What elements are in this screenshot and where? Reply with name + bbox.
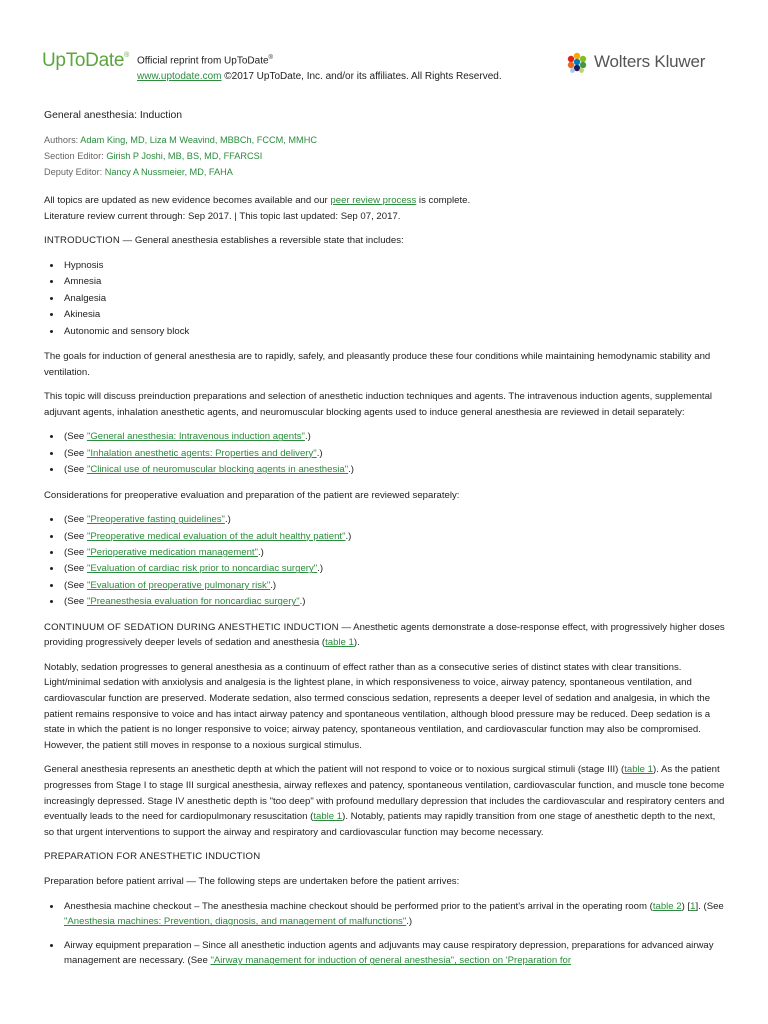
introduction-heading: INTRODUCTION: [44, 235, 120, 247]
literature-review-line: Literature review current through: Sep 2017. | This topic last updated: Sep 07, 2017.: [44, 210, 401, 222]
reprint-header: [0, 0, 768, 100]
topic-link[interactable]: "Inhalation anesthetic agents: Properties and delivery": [86, 447, 317, 459]
topic-link[interactable]: "Airway management for induction of general anesthesia", section on 'Preparation for: [210, 955, 572, 967]
list-item: • (See "Evaluation of preoperative pulmonary risk".): [62, 578, 726, 594]
wolters-kluwer-logo: [564, 49, 705, 75]
peer-review-link[interactable]: peer review process: [330, 195, 417, 207]
deputy-editor-line: Deputy Editor: Nancy A Nussmeier, MD, FAHA: [44, 167, 233, 177]
uptodate-site-link[interactable]: www.uptodate.com: [137, 71, 222, 83]
preparation-steps-list: [44, 899, 726, 969]
anesthetic-depth-paragraph: General anesthesia represents an anesthetic depth at which the patient will not respond to voice or to noxious surgical stimuli (stage III) (table 1). As the patient progresses from Stage I to stage III surgical anesthesia, airway reflexes and patency, spontaneous ventilation, cardiovascular function, and muscle tone become increasingly depressed. Stage IV anesthetic depth is "too deep" with profound medullary depression that includes the cardiovascular and respiratory centers and eventually leads to the need for cardiopulmonary resuscitation (table 1). Notably, patients may rapidly transition from one stage of anesthetic depth to the next, so that urgent interventions to support the airway and respiratory and cardiovascular function may become necessary.: [44, 764, 725, 838]
deputy-editor-name[interactable]: Nancy A Nussmeier, MD, FAHA: [104, 167, 233, 177]
list-item: • Anesthesia machine checkout – The anesthesia machine checkout should be performed prior to the patient's arrival in the operating room (table 2) [1]. (See "Anesthesia machines: Prevention, diagnosis, and management of malfunctions".): [62, 899, 726, 930]
scope-paragraph: This topic will discuss preinduction preparations and selection of anesthetic induction techniques and agents. The intravenous induction agents, supplemental adjuvant agents, inhalation anesthetic agents, and neuromuscular blocking agents used to induce general anesthesia are reviewed in detail separately:: [44, 391, 713, 418]
intro-list: [44, 258, 726, 340]
topic-link[interactable]: "Perioperative medication management": [86, 547, 258, 559]
copyright-text: ©2017 UpToDate, Inc. and/or its affiliates. All Rights Reserved.: [221, 71, 502, 83]
preop-paragraph: Considerations for preoperative evaluation and preparation of the patient are reviewed separately:: [44, 489, 460, 501]
sedation-continuum-paragraph: Notably, sedation progresses to general anesthesia as a continuum of effect rather than as a consecutive series of distinct states with clear transitions. Light/minimal sedation with anxiolysis and analgesia is the lightest plane, in which responsiveness to voice, airway patency, spontaneous ventilation, and cardiovascular function are preserved. Moderate sedation, also termed conscious sedation, represents a deeper level of sedation and analgesia, in which the patient remains responsive to voice and has intact airway patency and spontaneous ventilation, although blood pressure may be reduced. Deep sedation is a state in which the patient is no longer responsive to voice; airway patency, spontaneous ventilation, and cardiovascular function may also be compromised. However, the patient still moves in response to a noxious surgical stimulus.: [44, 661, 711, 751]
topic-link[interactable]: "Preoperative fasting guidelines": [86, 514, 225, 526]
topic-link[interactable]: "Evaluation of preoperative pulmonary risk": [86, 579, 271, 591]
wolters-kluwer-globe-icon: [564, 49, 590, 75]
list-item: • (See "Clinical use of neuromuscular blocking agents in anesthesia".): [62, 462, 726, 478]
list-item: • (See "General anesthesia: Intravenous induction agents".): [62, 429, 726, 445]
topic-link[interactable]: "Evaluation of cardiac risk prior to noncardiac surgery": [86, 563, 318, 575]
list-item: • Amnesia: [62, 274, 726, 290]
goals-paragraph: The goals for induction of general anesthesia are to rapidly, safely, and pleasantly produce these four conditions while maintaining hemodynamic stability and ventilation.: [44, 351, 711, 378]
introduction-paragraph: INTRODUCTION — General anesthesia establishes a reversible state that includes:: [44, 235, 404, 247]
list-item: • (See "Preoperative medical evaluation of the adult healthy patient".): [62, 529, 726, 545]
reprint-notice: Official reprint from UpToDate® www.uptodate.com ©2017 UpToDate, Inc. and/or its affiliates. All Rights Reserved.: [137, 55, 502, 83]
section-editor-line: Section Editor: Girish P Joshi, MB, BS, MD, FFARCSI: [44, 150, 263, 161]
list-item: • (See "Preanesthesia evaluation for noncardiac surgery".): [62, 594, 726, 610]
list-item: • (See "Perioperative medication management".): [62, 545, 726, 561]
authors-line: Authors: Adam King, MD, Liza M Weavind, MBBCh, FCCM, MMHC: [44, 134, 317, 145]
table-1-link[interactable]: table 1: [325, 637, 354, 649]
authors-names[interactable]: Adam King, MD, Liza M Weavind, MBBCh, FCCM, MMHC: [80, 134, 317, 145]
topic-link[interactable]: "Preoperative medical evaluation of the adult healthy patient": [86, 530, 346, 542]
table-1-link[interactable]: table 1: [624, 764, 654, 776]
article-body: [44, 108, 726, 978]
uptodate-logo: UpToDate®: [42, 50, 129, 71]
list-item: • (See "Inhalation anesthetic agents: Properties and delivery".): [62, 446, 726, 462]
topic-link[interactable]: "Anesthesia machines: Prevention, diagnosis, and management of malfunctions": [64, 916, 407, 928]
continuum-paragraph: CONTINUUM OF SEDATION DURING ANESTHETIC INDUCTION — Anesthetic agents demonstrate a dose-response effect, with progressively higher doses providing progressively deeper levels of sedation and anesthesia (table 1).: [44, 621, 725, 649]
continuum-heading: CONTINUUM OF SEDATION DURING ANESTHETIC INDUCTION: [44, 621, 339, 633]
list-item: • (See "Evaluation of cardiac risk prior to noncardiac surgery".): [62, 561, 726, 577]
preparation-heading: PREPARATION FOR ANESTHETIC INDUCTION: [44, 851, 261, 863]
table-2-link[interactable]: table 2: [652, 900, 682, 912]
preparation-subheading: Preparation before patient arrival: [44, 875, 184, 887]
topic-link[interactable]: "General anesthesia: Intravenous induction agents": [86, 431, 305, 443]
scope-links-list: [44, 429, 726, 478]
section-editor-name[interactable]: Girish P Joshi, MB, BS, MD, FFARCSI: [106, 150, 263, 161]
preparation-intro: Preparation before patient arrival — The following steps are undertaken before the patient arrives:: [44, 875, 460, 887]
topic-link[interactable]: "Clinical use of neuromuscular blocking agents in anesthesia": [86, 464, 349, 476]
update-notice: All topics are updated as new evidence becomes available and our peer review process is complete. Literature review current through: Sep 2017. | This topic last updated: Sep 07, 2017.: [44, 195, 471, 222]
topic-link[interactable]: "Preanesthesia evaluation for noncardiac surgery": [86, 596, 300, 608]
list-item: • (See "Preoperative fasting guidelines".): [62, 512, 726, 528]
wolters-kluwer-wordmark: Wolters Kluwer: [594, 52, 706, 71]
article-title: General anesthesia: Induction: [44, 110, 183, 121]
preop-links-list: [44, 512, 726, 610]
list-item: • Hypnosis: [62, 258, 726, 274]
reprint-line: Official reprint from UpToDate: [137, 55, 269, 67]
reference-1-link[interactable]: 1: [690, 900, 696, 912]
list-item: • Analgesia: [62, 291, 726, 307]
list-item: • Autonomic and sensory block: [62, 324, 726, 340]
table-1-link[interactable]: table 1: [313, 811, 343, 823]
list-item: • Airway equipment preparation – Since all anesthetic induction agents and adjuvants may cause respiratory depression, preparations for advanced airway management are necessary. (See "Airway management for induction of general anesthesia", section on 'Preparation for: [62, 938, 726, 969]
list-item: • Akinesia: [62, 307, 726, 323]
